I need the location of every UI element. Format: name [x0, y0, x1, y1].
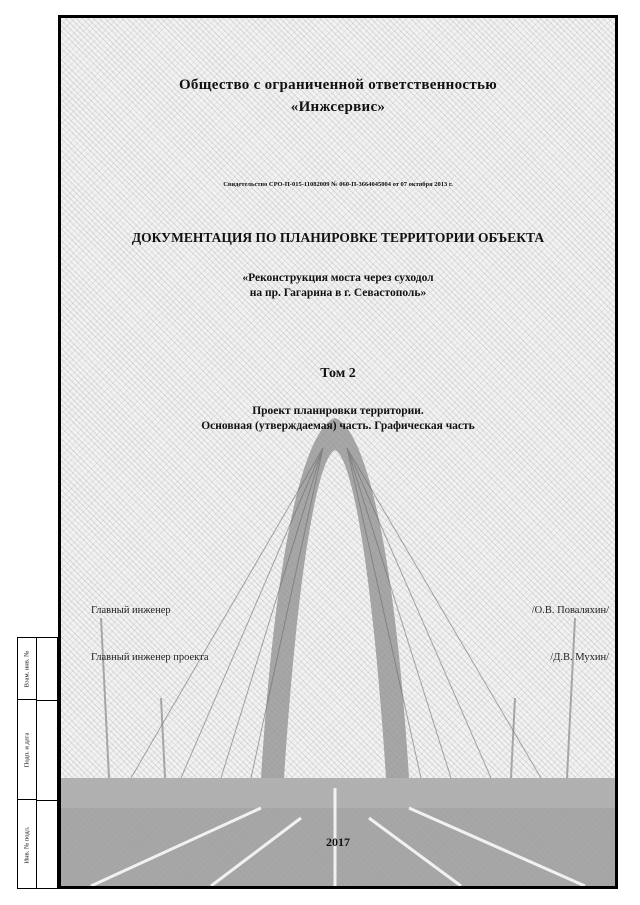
stamp-cell-original-inventory	[18, 800, 36, 890]
title-page-frame	[58, 15, 618, 889]
object-name	[61, 271, 615, 301]
stamp-side-table	[17, 637, 37, 889]
bridge-illustration	[61, 18, 615, 886]
object-name-line1: «Реконструкция моста через суходол	[242, 272, 434, 284]
signature-role-chief-project-engineer: Главный инженер проекта	[91, 652, 209, 663]
project-description	[61, 404, 615, 434]
volume-label: Том 2	[320, 366, 356, 381]
signature-role-chief-engineer: Главный инженер	[91, 605, 171, 616]
stamp-label-signature-date: Подп. и дата	[23, 732, 31, 767]
organization-line2: «Инжсервис»	[290, 99, 386, 115]
organization-name	[61, 74, 615, 118]
stamp-cell-signature-date	[18, 700, 36, 800]
signature-name-chief-project-engineer: /Д.В. Мухин/	[550, 652, 609, 663]
certificate-line: Свидетельство СРО-П-015-11082009 № 060-П-3664045004 от 07 октября 2013 г.	[223, 181, 453, 188]
stamp-label-replacement: Взам. инв. №	[23, 650, 31, 687]
stamp-blank-column	[36, 637, 58, 889]
organization-line1: Общество с ограниченной ответственностью	[178, 77, 498, 93]
project-line1: Проект планировки территории.	[252, 405, 424, 417]
document-title: ДОКУМЕНТАЦИЯ ПО ПЛАНИРОВКЕ ТЕРРИТОРИИ ОБЪЕКТА	[131, 230, 545, 245]
signature-name-chief-engineer: /О.В. Поваляхин/	[531, 605, 609, 616]
stamp-divider-1	[36, 700, 57, 701]
stamp-label-original-inventory: Инв. № подл.	[23, 826, 31, 864]
object-name-line2: на пр. Гагарина в г. Севастополь»	[249, 287, 427, 299]
year-label: 2017	[326, 835, 350, 849]
stamp-divider-2	[36, 800, 57, 801]
stamp-cell-replacement	[18, 638, 36, 700]
project-line2: Основная (утверждаемая) часть. Графическая часть	[201, 420, 475, 432]
